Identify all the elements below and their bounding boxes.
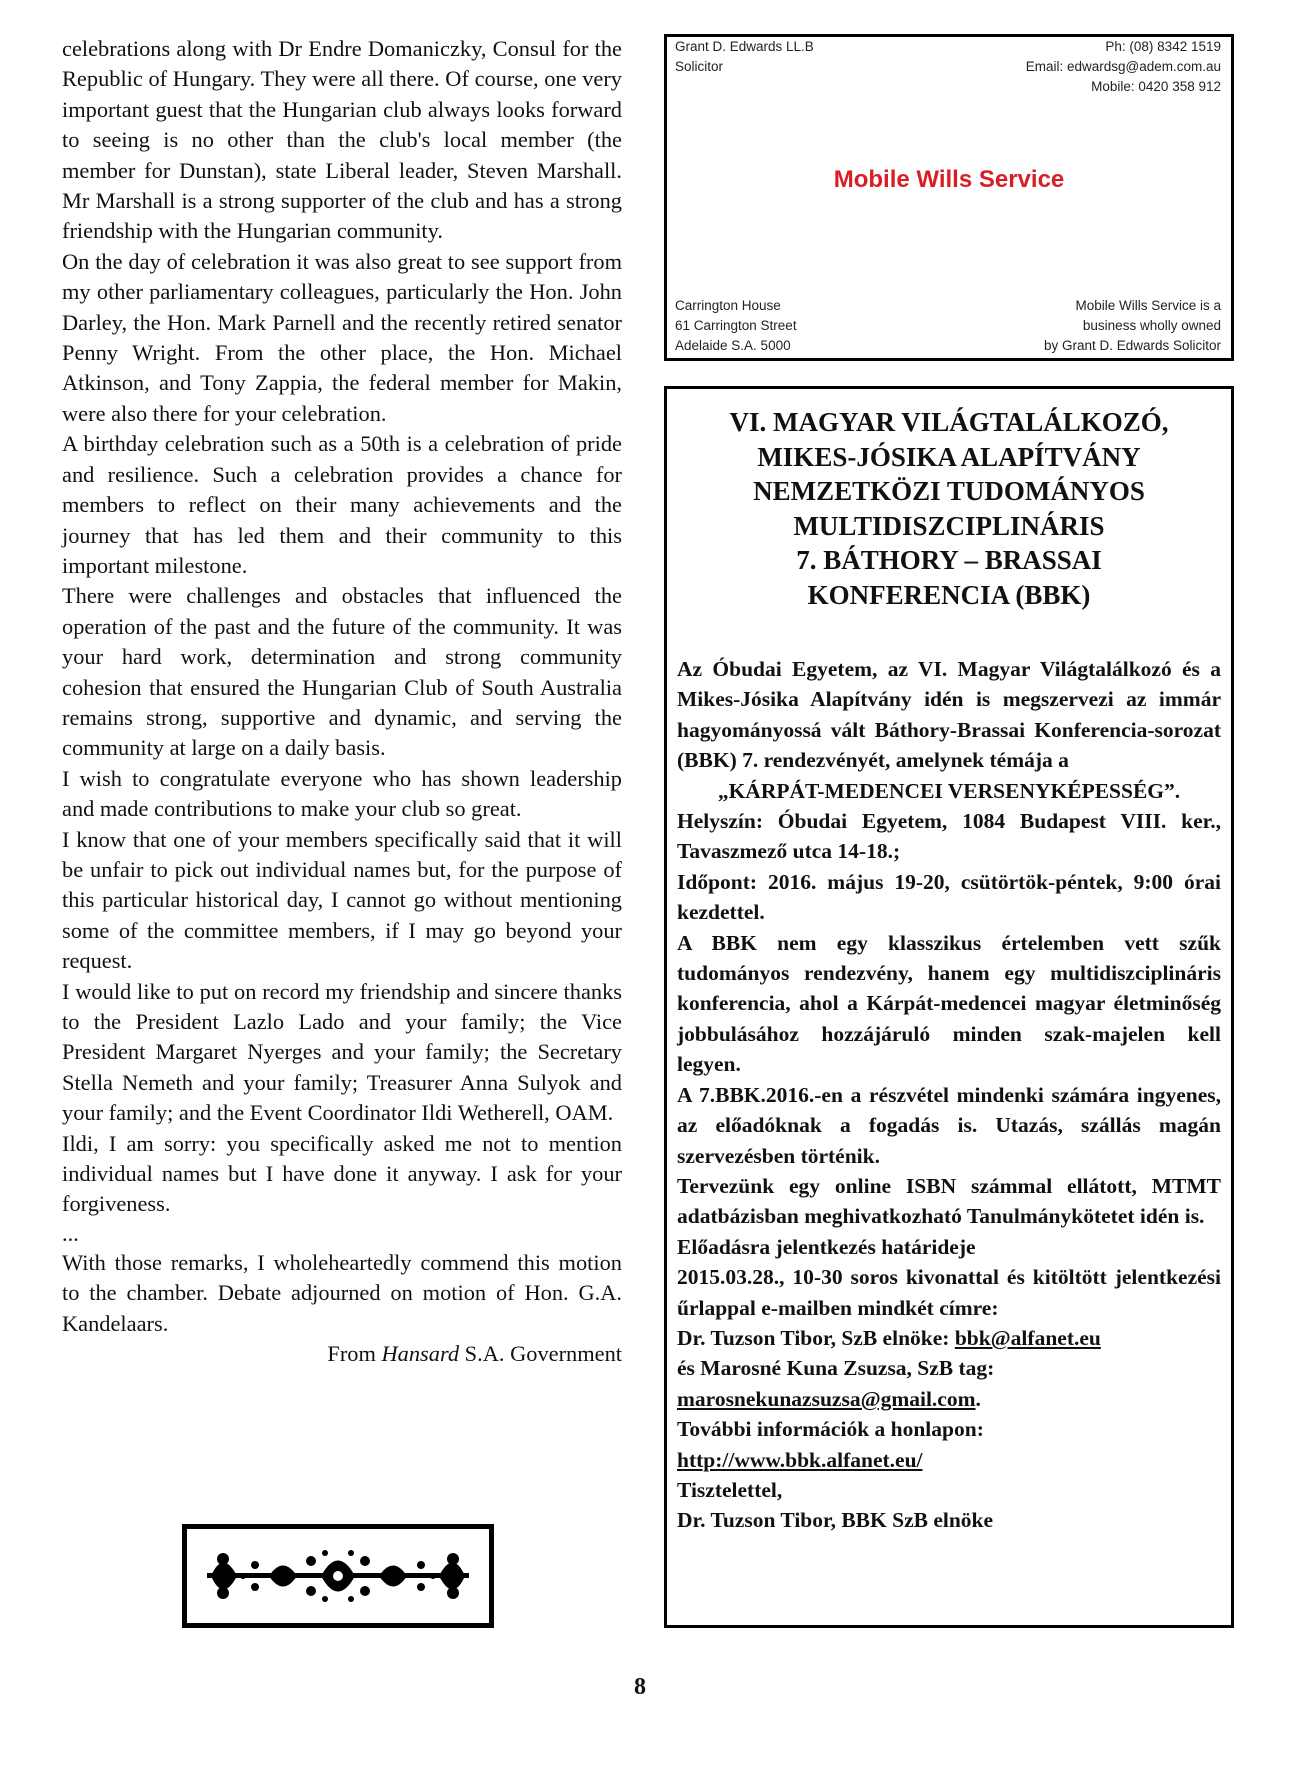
conference-deadline: Előadásra jelentkezés határideje xyxy=(677,1234,976,1259)
conference-deadline-details: 2015.03.28., 10-30 soros kivonattal és kitöltött jelentkezési űrlappal e-mailben mindkét címre: xyxy=(677,1265,1221,1320)
conference-title-line: MIKES-JÓSIKA ALAPÍTVÁNY xyxy=(757,441,1141,472)
article-paragraph: Ildi, I am sorry: you specifically asked me not to mention individual names but I have done it anyway. I ask for your forgiveness. xyxy=(62,1130,622,1217)
article-column xyxy=(62,34,622,1369)
conference-publication: Tervezünk egy online ISBN számmal ellátott, MTMT adatbázisban meghivatkozható Tanulmánykötetet idén is. xyxy=(677,1173,1221,1229)
ad-header-right xyxy=(1026,37,1221,97)
decorative-ornament xyxy=(182,1524,494,1628)
ad-email: Email: edwardsg@adem.com.au xyxy=(1025,59,1221,74)
source-prefix: From xyxy=(327,1341,382,1367)
source-suffix: S.A. Government xyxy=(459,1341,622,1367)
conference-title-line: MULTIDISZCIPLINÁRIS xyxy=(793,510,1105,541)
contact-1-label: Dr. Tuzson Tibor, SzB elnöke: xyxy=(677,1325,955,1350)
conference-announcement xyxy=(664,386,1234,1628)
conference-body xyxy=(677,654,1221,1536)
ad-address-line: Carrington House xyxy=(675,298,781,313)
article-paragraph: There were challenges and obstacles that influenced the operation of the past and the future of the community. It was your hard work, determination and strong community cohesion that ensured the Hungarian Club of South Australia remains strong, supportive and dynamic, and serving the community at large on a daily basis. xyxy=(62,583,622,761)
article-paragraph: I would like to put on record my friendship and sincere thanks to the President Lazlo Lado and your family; the Vice President Margaret Nyerges and your family; the Secretary Stella Nemeth and your family; Treasurer Anna Sulyok and your family; and the Event Coordinator Ildi Wetherell, OAM. xyxy=(62,978,622,1126)
contact-2-email-link[interactable]: marosnekunazsuzsa@gmail.com xyxy=(677,1386,976,1411)
conference-description: A BBK nem egy klasszikus értelemben vett szűk tudományos rendezvény, hanem egy multidiszciplináris konferencia, ahol a Kárpát-medencei magyar életminőség jobbulásához hozzájáruló minden szak-majelen kell legyen. xyxy=(677,930,1221,1077)
ad-note xyxy=(1044,296,1221,356)
conference-time: Időpont: 2016. május 19-20, csütörtök-péntek, 9:00 órai kezdettel. xyxy=(677,869,1221,925)
website-link[interactable]: http://www.bbk.alfanet.eu/ xyxy=(677,1447,923,1472)
ad-role: Solicitor xyxy=(675,59,724,74)
article-paragraph: On the day of celebration it was also great to see support from my other parliamentary colleagues, particularly the Hon. John Darley, the Hon. Mark Parnell and the recently retired senator Penny Wright. From the other place, the Hon. Michael Atkinson, and Tony Zappia, the federal member for Makin, were also there for your celebration. xyxy=(62,248,622,426)
ad-note-line: business wholly owned xyxy=(1082,318,1221,333)
ad-mobile: Mobile: 0420 358 912 xyxy=(1091,79,1221,94)
ad-service-title: Mobile Wills Service xyxy=(833,166,1065,193)
closing-paragraph: With those remarks, I wholeheartedly commend this motion to the chamber. Debate adjourned on motion of Hon. G.A. Kandelaars. xyxy=(62,1249,622,1336)
conference-intro: Az Óbudai Egyetem, az VI. Magyar Világtalálkozó és a Mikes-Jósika Alapítvány idén is megszervezi az immár hagyományossá vált Báthory-Brassai Konferencia-sorozat (BBK) 7. rendezvényét, amelynek témája a xyxy=(677,657,1221,773)
conference-theme: „KÁRPÁT-MEDENCEI VERSENYKÉPESSÉG”. xyxy=(717,778,1181,803)
source-line xyxy=(62,1339,622,1369)
contact-2 xyxy=(677,1384,1221,1414)
ad-name: Grant D. Edwards LL.B xyxy=(675,39,814,54)
conference-location: Helyszín: Óbudai Egyetem, 1084 Budapest VIII. ker., Tavaszmező utca 14-18.; xyxy=(677,809,1221,864)
ad-note-line: Mobile Wills Service is a xyxy=(1075,298,1221,313)
contact-2-suffix: . xyxy=(975,1386,981,1411)
conference-title-line: KONFERENCIA (BBK) xyxy=(807,579,1091,610)
article-paragraph: A birthday celebration such as a 50th is a celebration of pride and resilience. Such a celebration provides a chance for members to reflect on their many achievements and the journey that has led them and their community to this important milestone. xyxy=(62,431,622,578)
website xyxy=(677,1445,1221,1475)
article-paragraph: celebrations along with Dr Endre Domaniczky, Consul for the Republic of Hungary. They were all there. Of course, one very important guest that the Hungarian club always looks forward to seeing is no other than the club's local member (the member for Dunstan), state Liberal leader, Steven Marshall. Mr Marshall is a strong supporter of the club and has a strong friendship with the Hungarian community. xyxy=(62,36,622,244)
signature: Dr. Tuzson Tibor, BBK SzB elnöke xyxy=(677,1508,994,1533)
article-paragraph: I know that one of your members specifically said that it will be unfair to pick out individual names but, for the purpose of this particular historical day, I cannot go without mentioning some of the committee members, if I may go beyond your request. xyxy=(62,826,622,974)
ad-address-line: 61 Carrington Street xyxy=(675,318,797,333)
page-number: 8 xyxy=(634,1674,646,1700)
ad-address-line: Adelaide S.A. 5000 xyxy=(675,338,791,353)
mobile-wills-ad xyxy=(664,34,1234,361)
conference-title-line: NEMZETKÖZI TUDOMÁNYOS xyxy=(753,476,1145,506)
ad-phone: Ph: (08) 8342 1519 xyxy=(1105,39,1221,54)
conference-title-line: VI. MAGYAR VILÁGTALÁLKOZÓ, xyxy=(729,407,1169,437)
regards: Tisztelettel, xyxy=(677,1477,783,1502)
more-info-label: További információk a honlapon: xyxy=(677,1417,984,1442)
ad-note-line: by Grant D. Edwards Solicitor xyxy=(1043,338,1221,353)
source-title: Hansard xyxy=(381,1341,460,1367)
ad-address xyxy=(675,296,797,356)
conference-title-line: 7. BÁTHORY – BRASSAI xyxy=(796,545,1102,575)
contact-1-email-link[interactable]: bbk@alfanet.eu xyxy=(954,1325,1101,1350)
conference-title xyxy=(677,405,1221,612)
ad-header-left xyxy=(675,37,814,77)
contact-2-label: és Marosné Kuna Zsuzsa, SzB tag: xyxy=(677,1356,995,1381)
conference-participation: A 7.BBK.2016.-en a részvétel mindenki számára ingyenes, az előadóknak a fogadás is. Utazás, szállás magán szervezésben történik. xyxy=(677,1082,1221,1168)
contact-1 xyxy=(677,1323,1221,1353)
article-paragraph: I wish to congratulate everyone who has shown leadership and made contributions to make your club so great. xyxy=(62,765,622,822)
floral-ornament-icon xyxy=(203,1543,473,1609)
ellipsis: ... xyxy=(62,1220,79,1246)
